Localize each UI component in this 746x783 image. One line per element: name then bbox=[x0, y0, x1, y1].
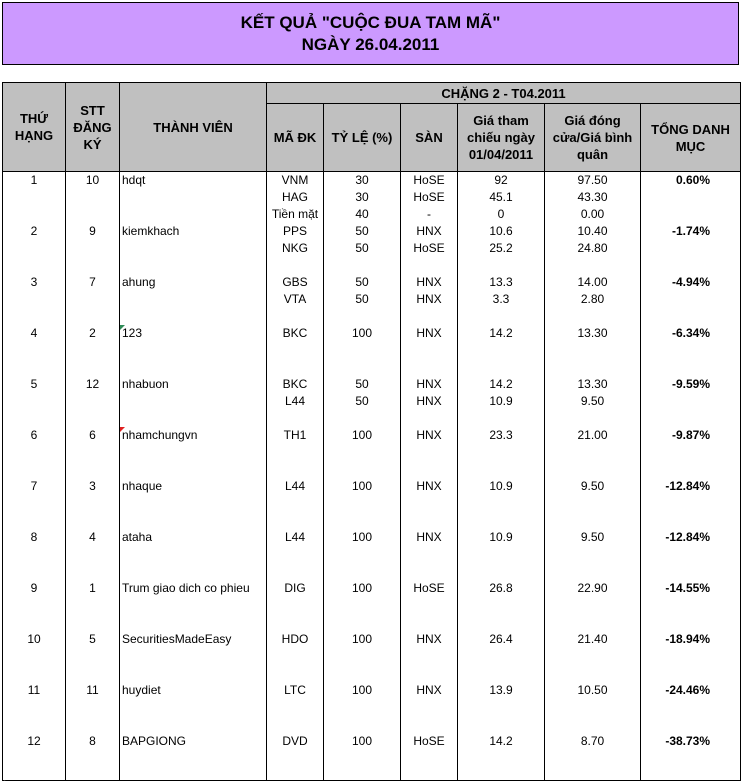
total-cell: -9.59% bbox=[641, 376, 741, 427]
col-ref-price-header: Giá tham chiếu ngày 01/04/2011 bbox=[458, 104, 545, 172]
total-cell: -9.87% bbox=[641, 427, 741, 478]
weight-value: 50 bbox=[355, 292, 369, 306]
close-value: 24.80 bbox=[577, 241, 608, 255]
exchange-value: HNX bbox=[416, 224, 442, 238]
weight-cell bbox=[324, 172, 401, 224]
ref-value: 13.3 bbox=[489, 275, 513, 289]
member-cell bbox=[120, 325, 267, 376]
weight-value: 100 bbox=[351, 326, 373, 340]
ref-price-cell bbox=[458, 580, 545, 631]
reg-cell: 7 bbox=[66, 274, 120, 325]
member-name: nhaque bbox=[122, 479, 163, 493]
total-cell: -24.46% bbox=[641, 682, 741, 733]
ref-value: 13.9 bbox=[489, 683, 513, 697]
rank-cell: 4 bbox=[3, 325, 66, 376]
weight-value: 50 bbox=[355, 377, 369, 391]
exchange-value: HNX bbox=[416, 326, 442, 340]
weight-value: 100 bbox=[351, 734, 373, 748]
rank-cell: 1 bbox=[3, 172, 66, 224]
close-value: 9.50 bbox=[580, 479, 605, 493]
member-cell bbox=[120, 172, 267, 224]
comment-marker-icon[interactable] bbox=[120, 427, 125, 432]
results-table bbox=[2, 82, 741, 781]
exchange-value: - bbox=[427, 207, 431, 221]
exchange-cell bbox=[401, 682, 458, 733]
close-value: 8.70 bbox=[580, 734, 605, 748]
ticker-value: NKG bbox=[281, 241, 308, 255]
reg-cell: 9 bbox=[66, 223, 120, 274]
close-price-cell bbox=[545, 529, 641, 580]
weight-value: 50 bbox=[355, 224, 369, 238]
weight-cell bbox=[324, 733, 401, 780]
ref-value: 3.3 bbox=[492, 292, 510, 306]
ticker-value: Tiền mặt bbox=[271, 207, 319, 221]
weight-cell bbox=[324, 274, 401, 325]
member-cell bbox=[120, 682, 267, 733]
close-value: 13.30 bbox=[577, 377, 608, 391]
reg-cell: 6 bbox=[66, 427, 120, 478]
total-cell: -1.74% bbox=[641, 223, 741, 274]
close-value: 10.50 bbox=[577, 683, 608, 697]
exchange-cell bbox=[401, 325, 458, 376]
ticker-value: VTA bbox=[283, 292, 307, 306]
ticker-cell bbox=[267, 682, 324, 733]
corner-mark: . bbox=[4, 777, 6, 783]
rank-cell: 5 bbox=[3, 376, 66, 427]
ref-value: 23.3 bbox=[489, 428, 513, 442]
stage-header: CHẶNG 2 - T04.2011 bbox=[267, 83, 741, 104]
exchange-cell bbox=[401, 478, 458, 529]
ticker-value: BKC bbox=[282, 326, 308, 340]
ref-value: 14.2 bbox=[489, 377, 513, 391]
ticker-cell bbox=[267, 325, 324, 376]
exchange-value: HNX bbox=[416, 292, 442, 306]
ref-price-cell bbox=[458, 478, 545, 529]
close-price-cell bbox=[545, 172, 641, 224]
ref-value: 25.2 bbox=[489, 241, 513, 255]
exchange-cell bbox=[401, 223, 458, 274]
member-cell bbox=[120, 529, 267, 580]
close-price-cell bbox=[545, 733, 641, 780]
ref-price-cell bbox=[458, 427, 545, 478]
ticker-cell bbox=[267, 274, 324, 325]
close-value: 0.00 bbox=[580, 207, 605, 221]
ticker-cell bbox=[267, 529, 324, 580]
table-row bbox=[3, 427, 741, 478]
weight-value: 30 bbox=[355, 190, 369, 204]
table-row bbox=[3, 580, 741, 631]
title-line-1: KẾT QUẢ "CUỘC ĐUA TAM MÃ" bbox=[240, 13, 501, 32]
close-price-cell bbox=[545, 478, 641, 529]
ref-value: 14.2 bbox=[489, 326, 513, 340]
table-row bbox=[3, 631, 741, 682]
weight-value: 100 bbox=[351, 479, 373, 493]
ticker-cell bbox=[267, 631, 324, 682]
rank-cell: 9 bbox=[3, 580, 66, 631]
weight-value: 50 bbox=[355, 241, 369, 255]
rank-cell: 10 bbox=[3, 631, 66, 682]
member-name: Trum giao dich co phieu bbox=[122, 581, 250, 595]
close-value: 97.50 bbox=[577, 173, 608, 187]
weight-value: 40 bbox=[355, 207, 369, 221]
close-value: 13.30 bbox=[577, 326, 608, 340]
ref-price-cell bbox=[458, 223, 545, 274]
title-line-2: NGÀY 26.04.2011 bbox=[301, 35, 440, 54]
reg-cell: 4 bbox=[66, 529, 120, 580]
ref-value: 45.1 bbox=[489, 190, 513, 204]
weight-value: 50 bbox=[355, 275, 369, 289]
close-price-cell bbox=[545, 325, 641, 376]
col-member-header: THÀNH VIÊN bbox=[120, 83, 267, 172]
rank-cell: 3 bbox=[3, 274, 66, 325]
ticker-value: HDO bbox=[281, 632, 309, 646]
exchange-cell bbox=[401, 529, 458, 580]
reg-cell: 10 bbox=[66, 172, 120, 224]
ref-value: 10.6 bbox=[489, 224, 513, 238]
table-row bbox=[3, 376, 741, 427]
weight-cell bbox=[324, 580, 401, 631]
table-row bbox=[3, 325, 741, 376]
ticker-cell bbox=[267, 733, 324, 780]
member-cell bbox=[120, 631, 267, 682]
weight-value: 50 bbox=[355, 394, 369, 408]
member-cell bbox=[120, 427, 267, 478]
ticker-cell bbox=[267, 427, 324, 478]
ref-value: 10.9 bbox=[489, 530, 513, 544]
total-cell: 0.60% bbox=[641, 172, 741, 224]
ticker-value: DVD bbox=[282, 734, 308, 748]
weight-value: 100 bbox=[351, 428, 373, 442]
member-name: nhabuon bbox=[122, 377, 169, 391]
total-cell: -12.84% bbox=[641, 529, 741, 580]
table-row bbox=[3, 733, 741, 780]
weight-cell bbox=[324, 529, 401, 580]
reg-cell: 11 bbox=[66, 682, 120, 733]
exchange-value: HoSE bbox=[413, 173, 445, 187]
exchange-cell bbox=[401, 427, 458, 478]
weight-cell bbox=[324, 682, 401, 733]
reg-cell: 12 bbox=[66, 376, 120, 427]
comment-marker-icon[interactable] bbox=[120, 325, 125, 330]
table-row bbox=[3, 223, 741, 274]
total-cell: -4.94% bbox=[641, 274, 741, 325]
total-cell: -14.55% bbox=[641, 580, 741, 631]
col-ticker-header: MÃ ĐK bbox=[267, 104, 324, 172]
rank-cell: 11 bbox=[3, 682, 66, 733]
ref-price-cell bbox=[458, 529, 545, 580]
reg-cell: 3 bbox=[66, 478, 120, 529]
weight-cell bbox=[324, 478, 401, 529]
total-cell: -6.34% bbox=[641, 325, 741, 376]
close-value: 21.00 bbox=[577, 428, 608, 442]
total-cell: -12.84% bbox=[641, 478, 741, 529]
exchange-cell bbox=[401, 733, 458, 780]
ref-value: 10.9 bbox=[489, 479, 513, 493]
reg-cell: 1 bbox=[66, 580, 120, 631]
table-row bbox=[3, 172, 741, 224]
exchange-cell bbox=[401, 376, 458, 427]
exchange-value: HNX bbox=[416, 479, 442, 493]
ticker-value: TH1 bbox=[283, 428, 307, 442]
member-cell bbox=[120, 478, 267, 529]
rank-cell: 2 bbox=[3, 223, 66, 274]
ref-value: 26.8 bbox=[489, 581, 513, 595]
ticker-value: L44 bbox=[284, 394, 306, 408]
member-cell bbox=[120, 223, 267, 274]
ref-value: 26.4 bbox=[489, 632, 513, 646]
close-price-cell bbox=[545, 376, 641, 427]
close-value: 9.50 bbox=[580, 530, 605, 544]
exchange-value: HNX bbox=[416, 428, 442, 442]
member-name: hdqt bbox=[122, 173, 146, 187]
close-value: 14.00 bbox=[577, 275, 608, 289]
table-row bbox=[3, 478, 741, 529]
ticker-cell bbox=[267, 478, 324, 529]
close-price-cell bbox=[545, 631, 641, 682]
member-name: ataha bbox=[122, 530, 153, 544]
ticker-value: L44 bbox=[284, 530, 306, 544]
report-title bbox=[2, 2, 739, 65]
weight-value: 30 bbox=[355, 173, 369, 187]
weight-value: 100 bbox=[351, 632, 373, 646]
exchange-value: HNX bbox=[416, 683, 442, 697]
col-rank-header: THỨ HẠNG bbox=[3, 83, 66, 172]
ref-price-cell bbox=[458, 376, 545, 427]
exchange-value: HNX bbox=[416, 632, 442, 646]
close-value: 22.90 bbox=[577, 581, 608, 595]
ticker-cell bbox=[267, 172, 324, 224]
reg-cell: 8 bbox=[66, 733, 120, 780]
ref-price-cell bbox=[458, 733, 545, 780]
member-name: nhamchungvn bbox=[122, 428, 198, 442]
member-cell bbox=[120, 580, 267, 631]
col-weight-header: TỶ LỆ (%) bbox=[324, 104, 401, 172]
weight-cell bbox=[324, 376, 401, 427]
ref-value: 10.9 bbox=[489, 394, 513, 408]
ticker-value: VNM bbox=[281, 173, 309, 187]
weight-cell bbox=[324, 631, 401, 682]
member-name: 123 bbox=[122, 326, 143, 340]
rank-cell: 7 bbox=[3, 478, 66, 529]
exchange-value: HoSE bbox=[413, 581, 445, 595]
total-cell: -38.73% bbox=[641, 733, 741, 780]
total-cell: -18.94% bbox=[641, 631, 741, 682]
ref-price-cell bbox=[458, 631, 545, 682]
rank-cell: 8 bbox=[3, 529, 66, 580]
col-exchange-header: SÀN bbox=[401, 104, 458, 172]
member-name: huydiet bbox=[122, 683, 161, 697]
exchange-cell bbox=[401, 172, 458, 224]
close-price-cell bbox=[545, 427, 641, 478]
exchange-value: HNX bbox=[416, 377, 442, 391]
exchange-value: HNX bbox=[416, 394, 442, 408]
col-total-header: TỔNG DANH MỤC bbox=[641, 104, 741, 172]
close-price-cell bbox=[545, 580, 641, 631]
close-value: 2.80 bbox=[580, 292, 605, 306]
reg-cell: 2 bbox=[66, 325, 120, 376]
ticker-cell bbox=[267, 580, 324, 631]
ref-value: 92 bbox=[494, 173, 508, 187]
member-cell bbox=[120, 733, 267, 780]
member-name: kiemkhach bbox=[122, 224, 180, 238]
ref-price-cell bbox=[458, 172, 545, 224]
weight-value: 100 bbox=[351, 581, 373, 595]
ticker-value: DIG bbox=[284, 581, 306, 595]
exchange-cell bbox=[401, 580, 458, 631]
rank-cell: 12 bbox=[3, 733, 66, 780]
ticker-value: PPS bbox=[282, 224, 307, 238]
ticker-cell bbox=[267, 376, 324, 427]
exchange-cell bbox=[401, 274, 458, 325]
weight-value: 100 bbox=[351, 683, 373, 697]
ticker-value: HAG bbox=[281, 190, 308, 204]
ref-value: 0 bbox=[497, 207, 505, 221]
close-value: 9.50 bbox=[580, 394, 605, 408]
member-cell bbox=[120, 376, 267, 427]
ticker-value: BKC bbox=[282, 377, 308, 391]
rank-cell: 6 bbox=[3, 427, 66, 478]
weight-value: 100 bbox=[351, 530, 373, 544]
table-row bbox=[3, 529, 741, 580]
exchange-cell bbox=[401, 631, 458, 682]
col-close-price-header: Giá đóng cửa/Giá bình quân bbox=[545, 104, 641, 172]
close-value: 43.30 bbox=[577, 190, 608, 204]
ticker-cell bbox=[267, 223, 324, 274]
exchange-value: HoSE bbox=[413, 190, 445, 204]
table-row bbox=[3, 274, 741, 325]
ref-value: 14.2 bbox=[489, 734, 513, 748]
ticker-value: LTC bbox=[284, 683, 306, 697]
close-value: 10.40 bbox=[577, 224, 608, 238]
close-price-cell bbox=[545, 682, 641, 733]
exchange-value: HoSE bbox=[413, 241, 445, 255]
member-cell bbox=[120, 274, 267, 325]
table-row bbox=[3, 682, 741, 733]
ticker-value: L44 bbox=[284, 479, 306, 493]
exchange-value: HNX bbox=[416, 275, 442, 289]
member-name: SecuritiesMadeEasy bbox=[122, 632, 232, 646]
reg-cell: 5 bbox=[66, 631, 120, 682]
col-reg-header: STT ĐĂNG KÝ bbox=[66, 83, 120, 172]
close-price-cell bbox=[545, 223, 641, 274]
member-name: ahung bbox=[122, 275, 156, 289]
exchange-value: HoSE bbox=[413, 734, 445, 748]
close-value: 21.40 bbox=[577, 632, 608, 646]
weight-cell bbox=[324, 427, 401, 478]
weight-cell bbox=[324, 223, 401, 274]
ref-price-cell bbox=[458, 682, 545, 733]
close-price-cell bbox=[545, 274, 641, 325]
member-name: BAPGIONG bbox=[122, 734, 187, 748]
exchange-value: HNX bbox=[416, 530, 442, 544]
ticker-value: GBS bbox=[282, 275, 308, 289]
weight-cell bbox=[324, 325, 401, 376]
ref-price-cell bbox=[458, 325, 545, 376]
ref-price-cell bbox=[458, 274, 545, 325]
